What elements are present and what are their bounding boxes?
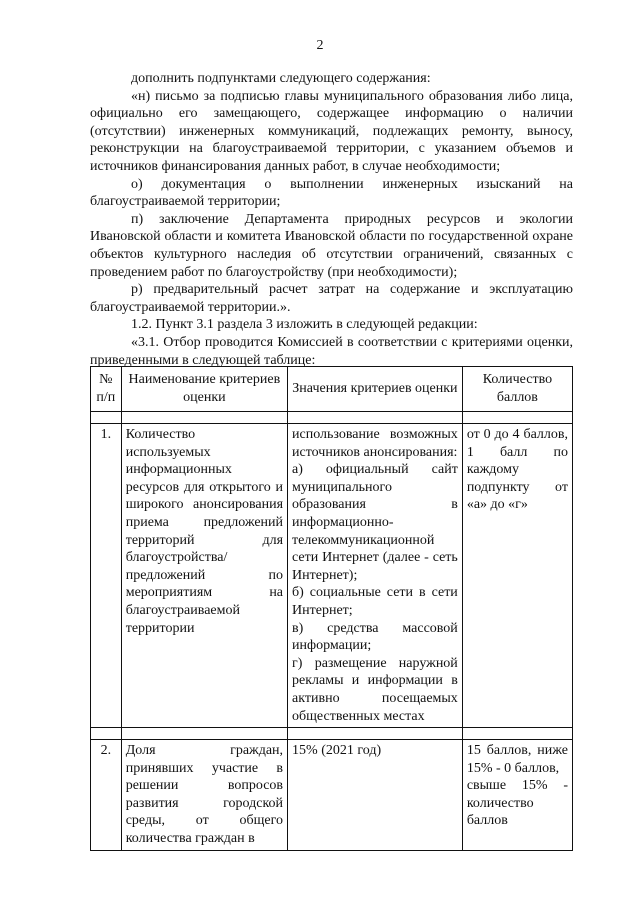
row-number: 1.: [91, 424, 122, 728]
criteria-value-line: г) размещение наружной рекламы и информации в активно посещаемых общественных местах: [292, 655, 458, 724]
criteria-value-line: 15% (2021 год): [292, 743, 382, 759]
criteria-value-line: б) социальные сети в сети Интернет;: [292, 585, 458, 618]
paragraph: п) заключение Департамента природных ресурсов и экологии Ивановской области и комитета Ивановской области по государственной охране объектов культурного наследия об отсутствии ограничений, связанных с проведением работ по благоустройству (при необходимости);: [90, 211, 573, 280]
paragraph: р) предварительный расчет затрат на содержание и эксплуатацию благоустраиваемой территории.».: [90, 282, 573, 315]
row-number: 2.: [91, 740, 122, 851]
document-body: [90, 70, 573, 369]
criteria-value-line: а) официальный сайт муниципального образования в информационно-телекоммуникационной сети Интернет (далее - сеть Интернет);: [292, 462, 458, 583]
paragraph: «3.1. Отбор проводится Комиссией в соответствии с критериями оценки, приведенными в следующей таблице:: [90, 334, 573, 368]
criteria-value-line: использование возможных источников анонсирования:: [292, 427, 458, 460]
criteria-values-cell: [288, 424, 463, 728]
points-cell: [462, 424, 572, 728]
header-criteria-values: Значения критериев оценки: [288, 367, 463, 412]
paragraph: дополнить подпунктами следующего содержания:: [131, 71, 431, 86]
page-number: 2: [316, 38, 324, 53]
points-line: свыше 15% - количество баллов: [466, 778, 568, 829]
header-criteria-name: Наименование критериев оценки: [121, 367, 287, 412]
table-row: [91, 740, 573, 851]
table-spacer: [91, 412, 573, 424]
points-cell: [462, 740, 572, 851]
header-points: Количество баллов: [462, 367, 572, 412]
paragraph: «н) письмо за подписью главы муниципального образования либо лица, официально его замещающего, содержащее информацию о наличии (отсутствии) инженерных коммуникаций, подлежащих ремонту, выносу, реконструкции на благоустраиваемой территории, с указанием объемов и источников финансирования данных работ, в случае необходимости;: [90, 88, 573, 174]
criteria-value-line: в) средства массовой информации;: [292, 620, 458, 654]
criteria-name-cell: Доля граждан, принявших участие в решении вопросов развития городской среды, от общего количества граждан в: [121, 740, 287, 851]
header-number: № п/п: [91, 367, 122, 412]
table-header-row: [91, 367, 573, 412]
points-line: 15 баллов, ниже 15% - 0 баллов,: [466, 743, 568, 776]
table-row: [91, 424, 573, 728]
points-line: от 0 до 4 баллов, 1 балл по каждому подпункту от «а» до «г»: [466, 427, 568, 513]
paragraph: 1.2. Пункт 3.1 раздела 3 изложить в следующей редакции:: [131, 317, 478, 333]
table-spacer: [91, 728, 573, 740]
criteria-values-cell: [288, 740, 463, 851]
paragraph: о) документация о выполнении инженерных изысканий на благоустраиваемой территории;: [90, 176, 573, 210]
criteria-table: [90, 366, 573, 851]
criteria-name-cell: Количество используемых информационных ресурсов для открытого и широкого анонсирования приема предложений территорий для благоустройства/ предложений по мероприятиям на благоустраиваемой территории: [121, 424, 287, 728]
